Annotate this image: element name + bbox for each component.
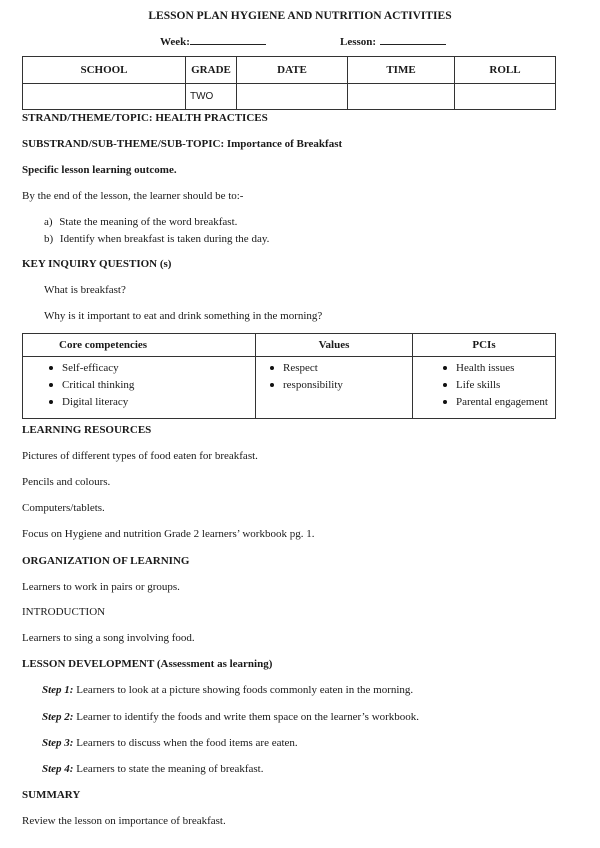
list-item-text: Digital literacy (62, 396, 129, 408)
bullet-icon (443, 383, 447, 387)
list-item (443, 394, 555, 411)
step-item (42, 737, 298, 749)
list-item-text: Respect (283, 362, 318, 374)
info-table (22, 56, 556, 110)
pcis-cell (413, 357, 556, 419)
list-item-text: Life skills (456, 379, 501, 391)
step-item (42, 763, 263, 775)
bullet-icon (443, 400, 447, 404)
header-school: SCHOOL (23, 57, 186, 84)
step-label: Step 4: (42, 763, 74, 775)
step-label: Step 1: (42, 684, 74, 696)
bullet-icon (443, 366, 447, 370)
list-item-text: Critical thinking (62, 379, 135, 391)
list-item (49, 394, 255, 411)
step-label: Step 3: (42, 737, 74, 749)
outcome-heading: Specific lesson learning outcome. (22, 164, 177, 176)
value-school (23, 84, 186, 110)
header-roll: ROLL (455, 57, 556, 84)
resource-item: Focus on Hygiene and nutrition Grade 2 learners’ workbook pg. 1. (22, 528, 315, 540)
header-time: TIME (348, 57, 455, 84)
resource-item: Pencils and colours. (22, 476, 111, 488)
summary-text: Review the lesson on importance of breakfast. (22, 815, 226, 827)
value-time (348, 84, 455, 110)
document-title: LESSON PLAN HYGIENE AND NUTRITION ACTIVITIES (148, 10, 452, 22)
outcome-marker: a) (44, 216, 53, 228)
list-item-text: Self-efficacy (62, 362, 119, 374)
outcome-marker: b) (44, 233, 54, 245)
core-competencies-cell (23, 357, 256, 419)
inquiry-heading: KEY INQUIRY QUESTION (s) (22, 258, 172, 270)
summary-heading: SUMMARY (22, 789, 81, 801)
outcome-item (44, 233, 269, 245)
step-text: Learner to identify the foods and write them space on the learner’s workbook. (76, 711, 420, 723)
lesson-label: Lesson: (340, 36, 377, 48)
bullet-icon (270, 366, 274, 370)
list-item (49, 377, 255, 394)
week-blank (190, 34, 266, 45)
header-date: DATE (237, 57, 348, 84)
value-roll (455, 84, 556, 110)
value-grade: TWO (186, 84, 237, 110)
list-item (49, 360, 255, 377)
list-item (270, 377, 412, 394)
header-grade: GRADE (186, 57, 237, 84)
organization-heading: ORGANIZATION OF LEARNING (22, 555, 190, 567)
bullet-icon (49, 383, 53, 387)
resources-heading: LEARNING RESOURCES (22, 424, 152, 436)
lesson-field (340, 34, 446, 48)
introduction-heading: INTRODUCTION (22, 606, 106, 618)
step-label: Step 2: (42, 711, 74, 723)
bullet-icon (49, 366, 53, 370)
header-pcis: PCIs (413, 334, 556, 357)
header-core-competencies: Core competencies (23, 334, 256, 357)
outcome-text: Identify when breakfast is taken during the day. (59, 233, 270, 245)
outcome-item (44, 216, 237, 228)
step-text: Learners to discuss when the food items are eaten. (76, 737, 298, 749)
step-item (42, 684, 413, 696)
list-item-text: Health issues (456, 362, 515, 374)
substrand: SUBSTRAND/SUB-THEME/SUB-TOPIC: Importance of Breakfast (22, 138, 343, 150)
step-text: Learners to state the meaning of breakfast. (76, 763, 264, 775)
value-date (237, 84, 348, 110)
strand: STRAND/THEME/TOPIC: HEALTH PRACTICES (22, 112, 268, 124)
list-item (270, 360, 412, 377)
resource-item: Computers/tablets. (22, 502, 105, 514)
inquiry-question: What is breakfast? (44, 284, 126, 296)
outcome-text: State the meaning of the word breakfast. (59, 216, 238, 228)
list-item-text: Parental engagement (456, 396, 548, 408)
bullet-icon (270, 383, 274, 387)
week-label: Week: (160, 36, 190, 48)
competency-table (22, 333, 556, 419)
list-item (443, 360, 555, 377)
list-item (443, 377, 555, 394)
organization-text: Learners to work in pairs or groups. (22, 581, 180, 593)
outcome-intro: By the end of the lesson, the learner should be to:- (22, 190, 244, 202)
introduction-text: Learners to sing a song involving food. (22, 632, 195, 644)
week-field (160, 34, 266, 48)
step-item (42, 711, 419, 723)
header-values: Values (256, 334, 413, 357)
bullet-icon (49, 400, 53, 404)
inquiry-question: Why is it important to eat and drink something in the morning? (44, 310, 323, 322)
list-item-text: responsibility (283, 379, 343, 391)
values-cell (256, 357, 413, 419)
development-heading: LESSON DEVELOPMENT (Assessment as learning) (22, 658, 273, 670)
lesson-blank (380, 34, 446, 45)
resource-item: Pictures of different types of food eaten for breakfast. (22, 450, 258, 462)
step-text: Learners to look at a picture showing foods commonly eaten in the morning. (76, 684, 414, 696)
